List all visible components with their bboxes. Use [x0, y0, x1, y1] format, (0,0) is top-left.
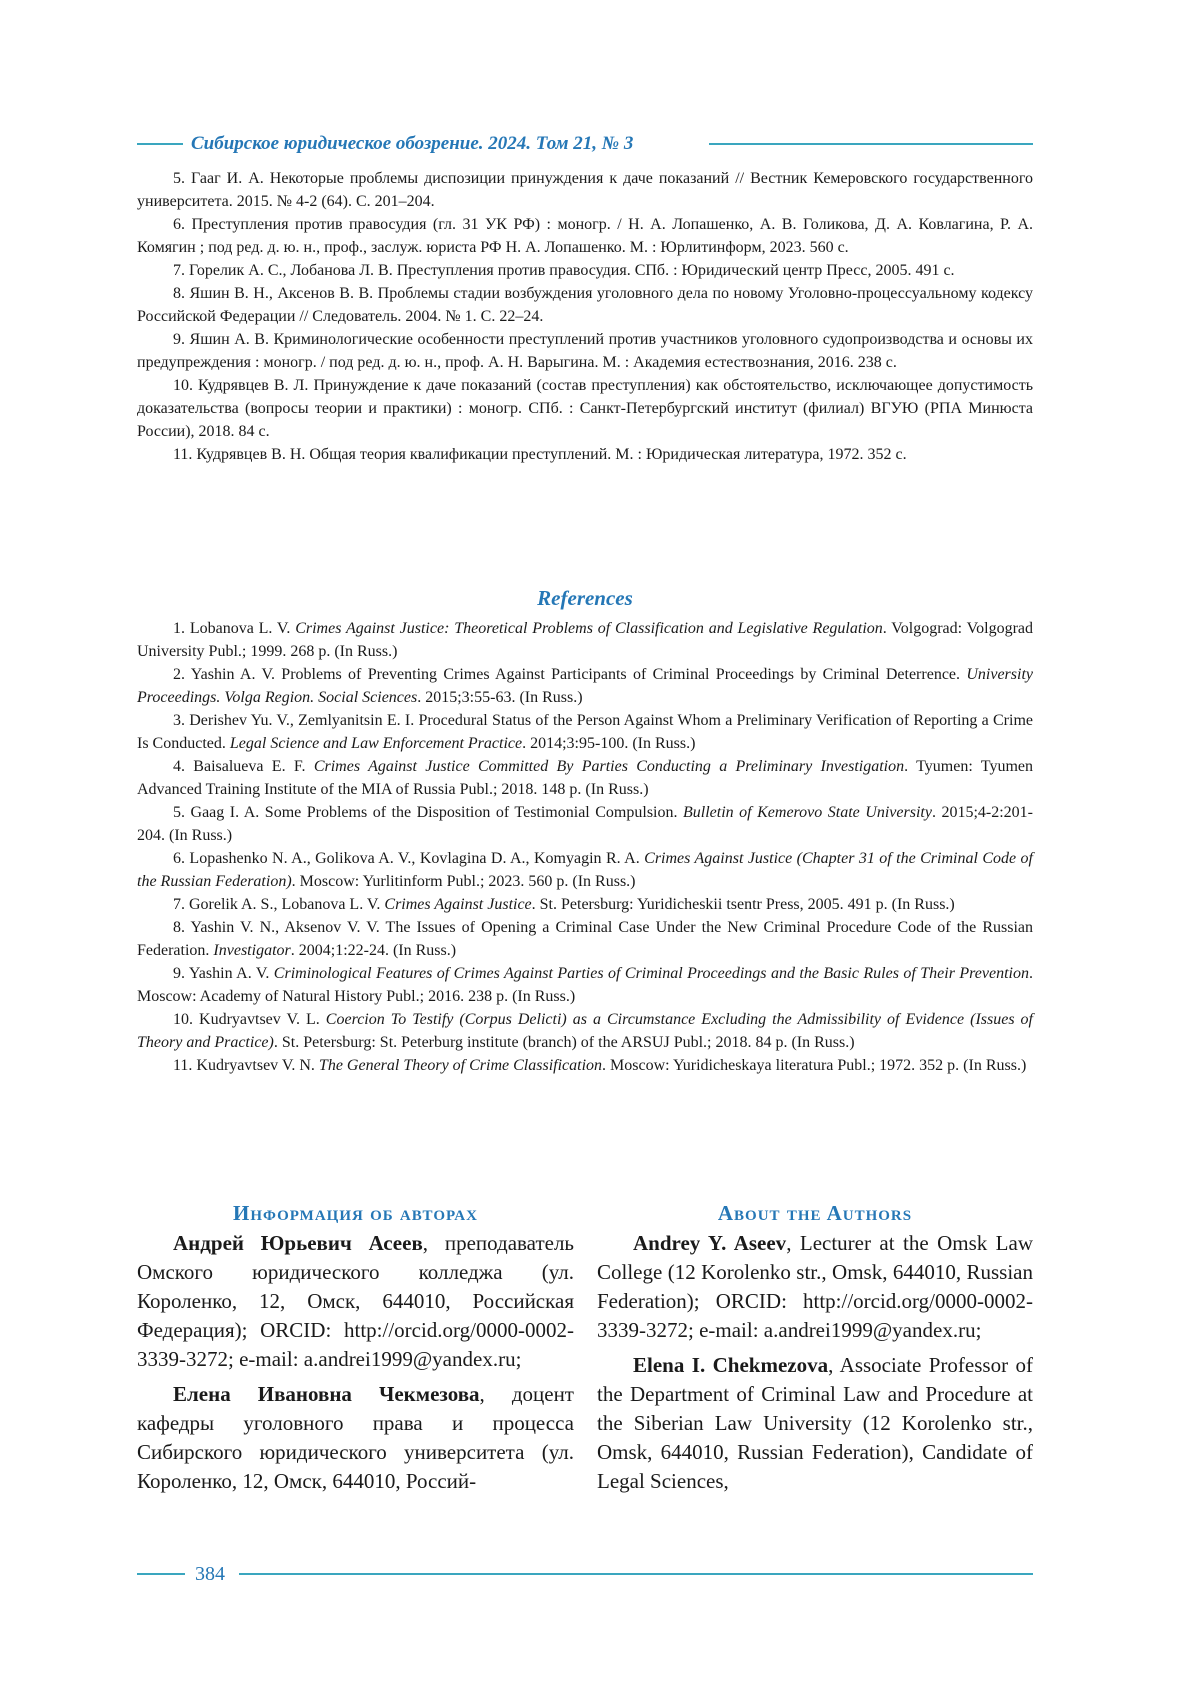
reference-item: 10. Kudryavtsev V. L. Coercion To Testify (Corpus Delicti) as a Circumstance Excluding the Admissibility of Evidence (Issues of Theory and Practice). St. Petersburg: St. Peterburg institute (branch) of the ARSUJ Publ.; 2018. 84 p. (In Russ.) [137, 1008, 1033, 1054]
reference-item: 4. Baisalueva E. F. Crimes Against Justice Committed By Parties Conducting a Preliminary Investigation. Tyumen: Tyumen Advanced Training Institute of the MIA of Russia Publ.; 2018. 148 p. (In Russ.) [137, 755, 1033, 801]
authors-heading-en: About the Authors [597, 1199, 1033, 1229]
reference-item: 10. Кудрявцев В. Л. Принуждение к даче показаний (состав преступления) как обстоятельство, исключающее допустимость доказательства (вопросы теории и практики) : моногр. СПб. : Санкт-Петербургский институт (филиал) ВГУЮ (РПА Минюста России), 2018. 84 с. [137, 374, 1033, 443]
reference-item: 11. Kudryavtsev V. N. The General Theory of Crime Classification. Moscow: Yuridicheskaya literatura Publ.; 1972. 352 p. (In Russ.) [137, 1054, 1033, 1077]
reference-item: 8. Яшин В. Н., Аксенов В. В. Проблемы стадии возбуждения уголовного дела по новому Уголовно-процессуальному кодексу Российской Федерации // Следователь. 2004. № 1. С. 22–24. [137, 282, 1033, 328]
reference-item: 9. Яшин А. В. Криминологические особенности преступлений против участников уголовного судопроизводства и основы их предупреждения : моногр. / под ред. д. ю. н., проф. А. Н. Варыгина. М. : Академия естествознания, 2016. 238 с. [137, 328, 1033, 374]
reference-item: 1. Lobanova L. V. Crimes Against Justice: Theoretical Problems of Classification and Legislative Regulation. Volgograd: Volgograd University Publ.; 1999. 268 p. (In Russ.) [137, 617, 1033, 663]
reference-item: 6. Преступления против правосудия (гл. 31 УК РФ) : моногр. / Н. А. Лопашенко, А. В. Голикова, Д. А. Ковлагина, Р. А. Комягин ; под ред. д. ю. н., проф., заслуж. юриста РФ Н. А. Лопашенко. М. : Юрлитинформ, 2023. 560 с. [137, 213, 1033, 259]
author-entry: Елена Ивановна Чекмезова, доцент кафедры уголовного права и процесса Сибирского юридического университета (ул. Короленко, 12, Омск, 644010, Россий- [137, 1380, 574, 1496]
header-rule-left [137, 143, 183, 145]
page-footer [137, 1560, 1033, 1588]
authors-heading-ru: Информация об авторах [137, 1199, 574, 1229]
author-entry: Андрей Юрьевич Асеев, преподаватель Омского юридического колледжа (ул. Короленко, 12, Омск, 644010, Российская Федерация); ORCID: http://orcid.org/0000-0002-3339-3272; e-mail: a.andrei1999@yandex.ru; [137, 1229, 574, 1374]
running-header [137, 130, 1033, 158]
reference-item: 2. Yashin A. V. Problems of Preventing Crimes Against Participants of Criminal Proceedings by Criminal Deterrence. University Proceedings. Volga Region. Social Sciences. 2015;3:55-63. (In Russ.) [137, 663, 1033, 709]
author-entry: Andrey Y. Aseev, Lecturer at the Omsk Law College (12 Korolenko str., Omsk, 644010, Russian Federation); ORCID: http://orcid.org/0000-0002-3339-3272; e-mail: a.andrei1999@yandex.ru; [597, 1229, 1033, 1345]
author-name: Andrey Y. Aseev [633, 1231, 786, 1255]
references-heading: References [137, 584, 1033, 612]
header-rule-right [709, 143, 1033, 145]
author-name: Elena I. Chekmezova [633, 1353, 828, 1377]
authors-info-russian [137, 1199, 574, 1502]
author-name: Елена Ивановна Чекмезова [173, 1382, 480, 1406]
footer-rule-right [239, 1573, 1033, 1575]
reference-item: 9. Yashin A. V. Criminological Features of Crimes Against Parties of Criminal Proceedings and the Basic Rules of Their Prevention. Moscow: Academy of Natural History Publ.; 2016. 238 p. (In Russ.) [137, 962, 1033, 1008]
reference-item: 5. Гааг И. А. Некоторые проблемы диспозиции принуждения к даче показаний // Вестник Кемеровского государственного университета. 2015. № 4-2 (64). С. 201–204. [137, 167, 1033, 213]
footer-rule-left [137, 1573, 185, 1575]
author-name: Андрей Юрьевич Асеев [173, 1231, 423, 1255]
reference-item: 8. Yashin V. N., Aksenov V. V. The Issues of Opening a Criminal Case Under the New Criminal Procedure Code of the Russian Federation. Investigator. 2004;1:22-24. (In Russ.) [137, 916, 1033, 962]
reference-item: 3. Derishev Yu. V., Zemlyanitsin E. I. Procedural Status of the Person Against Whom a Preliminary Verification of Reporting a Crime Is Conducted. Legal Science and Law Enforcement Practice. 2014;3:95-100. (In Russ.) [137, 709, 1033, 755]
reference-item: 7. Горелик А. С., Лобанова Л. В. Преступления против правосудия. СПб. : Юридический центр Пресс, 2005. 491 с. [137, 259, 1033, 282]
reference-item: 5. Gaag I. A. Some Problems of the Disposition of Testimonial Compulsion. Bulletin of Kemerovo State University. 2015;4-2:201-204. (In Russ.) [137, 801, 1033, 847]
authors-info-english [597, 1199, 1033, 1502]
english-reference-list [137, 617, 1033, 1077]
russian-reference-list [137, 167, 1033, 466]
journal-title: Сибирское юридическое обозрение. 2024. Том 21, № 3 [191, 130, 633, 158]
page-number: 384 [195, 1560, 225, 1588]
reference-item: 11. Кудрявцев В. Н. Общая теория квалификации преступлений. М. : Юридическая литература, 1972. 352 с. [137, 443, 1033, 466]
reference-item: 7. Gorelik A. S., Lobanova L. V. Crimes Against Justice. St. Petersburg: Yuridicheskii tsentr Press, 2005. 491 p. (In Russ.) [137, 893, 1033, 916]
reference-item: 6. Lopashenko N. A., Golikova A. V., Kovlagina D. A., Komyagin R. A. Crimes Against Justice (Chapter 31 of the Criminal Code of the Russian Federation). Moscow: Yurlitinform Publ.; 2023. 560 p. (In Russ.) [137, 847, 1033, 893]
author-entry: Elena I. Chekmezova, Associate Professor of the Department of Criminal Law and Procedure at the Siberian Law University (12 Korolenko str., Omsk, 644010, Russian Federation), Candidate of Legal Sciences, [597, 1351, 1033, 1496]
